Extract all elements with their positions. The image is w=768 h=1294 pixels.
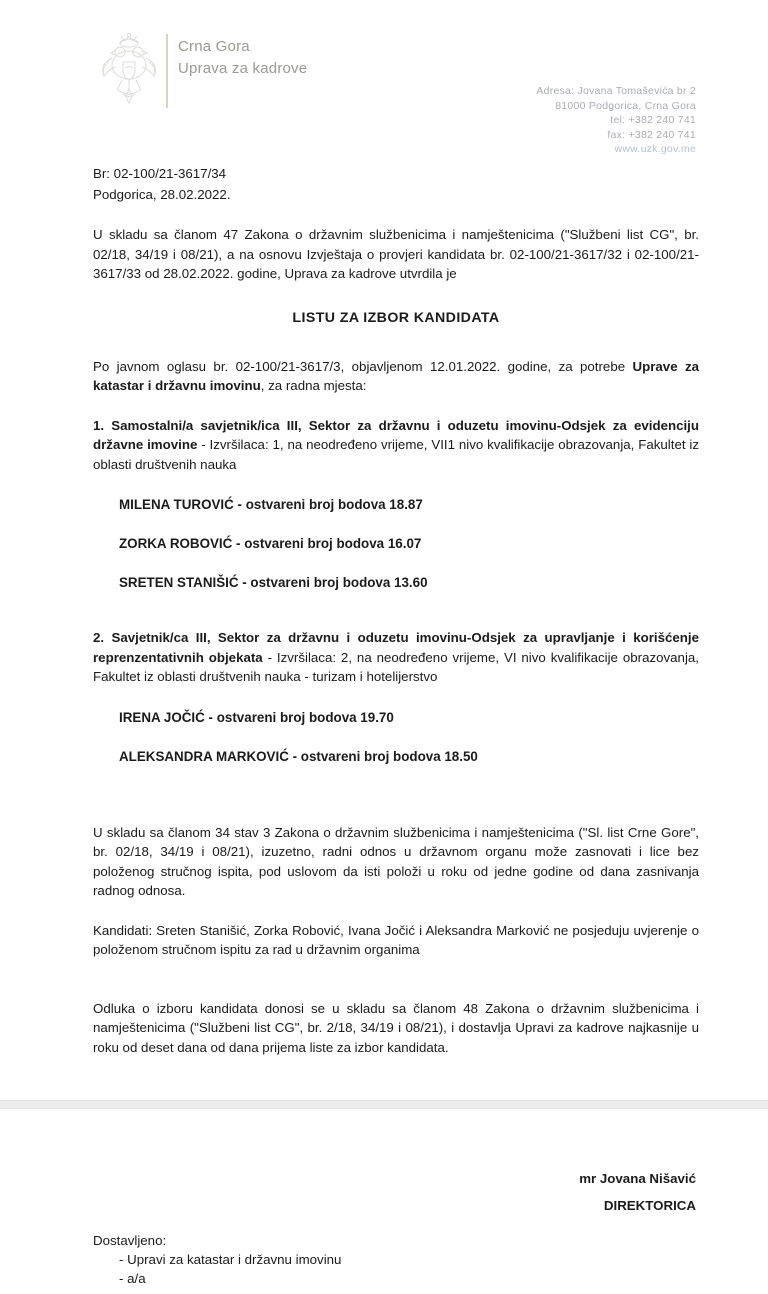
address-street: Adresa: Jovana Tomaševića br 2 bbox=[536, 85, 696, 97]
page-title: LISTU ZA IZBOR KANDIDATA bbox=[292, 309, 500, 326]
announcement-prefix: Po javnom oglasu br. 02-100/21-3617/3, objavljenom 12.01.2022. godine, za potrebe bbox=[93, 358, 633, 374]
letterhead-divider bbox=[166, 34, 168, 108]
reference-block bbox=[93, 163, 699, 205]
candidates-note-paragraph: Kandidati: Sreten Stanišić, Zorka Robović, Ivana Jočić i Aleksandra Marković ne posjeduju uvjerenje o položenom stručnom ispitu za rad u državnim organima bbox=[93, 922, 699, 957]
montenegro-coat-of-arms-icon bbox=[96, 32, 162, 110]
list-item: IRENA JOČIĆ - ostvareni broj bodova 19.70 bbox=[119, 709, 394, 725]
position-block bbox=[93, 416, 699, 593]
position-heading bbox=[93, 628, 699, 687]
address-website-link[interactable]: www.uzk.gov.me bbox=[614, 143, 696, 155]
delivery-items bbox=[93, 1250, 341, 1288]
position-block bbox=[93, 628, 699, 766]
decision-paragraph: Odluka o izboru kandidata donosi se u skladu sa članom 48 Zakona o državnim službenicima i namještenicima ("Službeni list CG", br. 2/18, 34/19 i 08/21), i dostavlja Upravi za kadrove najkasnije u roku od deset dana od dana prijema liste za izbor kandidata. bbox=[93, 1000, 699, 1055]
position-details: - Izvršilaca: 1, na neodređeno vrijeme, VII1 nivo kvalifikacije obrazovanja, Fakultet iz oblasti društvenih nauka bbox=[93, 437, 700, 472]
announcement-employer: Uprave za katastar i državnu imovinu bbox=[93, 358, 700, 393]
signature-block bbox=[579, 1165, 696, 1219]
announcement-paragraph bbox=[93, 357, 699, 396]
reference-number: Br: 02-100/21-3617/34 bbox=[93, 166, 227, 181]
position-title: Savjetnik/ca III, Sektor za državnu i oduzetu imovinu-Odsjek za upravljanje i korišćenje reprenzentativnih objekata bbox=[93, 630, 699, 665]
position-number: 2. bbox=[93, 630, 105, 645]
address-tel: tel: +382 240 741 bbox=[610, 114, 696, 126]
position-heading bbox=[93, 416, 699, 475]
position-title: Samostalni/a savjetnik/ica III, Sektor za državnu i oduzetu imovinu-Odsjek za evidenciju državne imovine bbox=[93, 417, 699, 452]
position-number: 1. bbox=[93, 417, 105, 433]
document-body bbox=[93, 163, 699, 1070]
letterhead-brand bbox=[178, 36, 307, 80]
note-paragraph: U skladu sa članom 34 stav 3 Zakona o državnim službenicima i namještenicima ("Sl. list Crne Gore", br. 02/18, 34/19 i 08/21), izuzetno, radni odnos u državnom organu može zasnovati i lice bez položenog stručnog ispita, pod uslovom da isti položi u roku od jedne godine od dana zasnivanja radnog odnosa. bbox=[93, 824, 699, 898]
intro-paragraph: U skladu sa članom 47 Zakona o državnim službenicima i namještenicima ("Službeni list CG", br. 02/18, 34/19 i 08/21), a na osnovu Izvještaja o provjeri kandidata br. 02-100/21-3617/32 i 02-100/21-3617/33 od 28.02.2022. godine, Uprava za kadrove utvrdila je bbox=[93, 227, 699, 281]
delivery-block bbox=[93, 1231, 341, 1288]
position-details: - Izvršilaca: 2, na neodređeno vrijeme, VI nivo kvalifikacije obrazovanja, Fakultet iz oblasti društvenih nauka - turizam i hotelijerstvo bbox=[93, 649, 699, 684]
delivery-heading: Dostavljeno: bbox=[93, 1233, 167, 1248]
signer-name: mr Jovana Nišavić bbox=[579, 1171, 696, 1186]
letterhead-country: Crna Gora bbox=[178, 38, 250, 55]
list-item: SRETEN STANIŠIĆ - ostvareni broj bodova 13.60 bbox=[119, 575, 428, 590]
list-item: MILENA TUROVIĆ - ostvareni broj bodova 18.87 bbox=[119, 497, 423, 512]
candidate-list bbox=[93, 708, 699, 766]
announcement-suffix: , za radna mjesta: bbox=[260, 378, 367, 393]
page-break-separator bbox=[0, 1100, 768, 1109]
candidate-list bbox=[93, 495, 699, 592]
place-and-date: Podgorica, 28.02.2022. bbox=[93, 187, 231, 202]
letterhead-institution: Uprava za kadrove bbox=[178, 60, 308, 77]
list-item: ZORKA ROBOVIĆ - ostvareni broj bodova 16.07 bbox=[119, 536, 422, 551]
list-item: - Upravi za katastar i državnu imovinu bbox=[119, 1252, 342, 1267]
list-item: ALEKSANDRA MARKOVIĆ - ostvareni broj bodova 18.50 bbox=[119, 748, 478, 764]
letterhead bbox=[96, 28, 696, 158]
signer-role: DIREKTORICA bbox=[603, 1198, 696, 1213]
list-item: - a/a bbox=[119, 1271, 146, 1286]
address-city: 81000 Podgorica, Crna Gora bbox=[555, 99, 696, 112]
letterhead-address-block bbox=[536, 84, 696, 157]
address-fax: fax: +382 240 741 bbox=[607, 128, 696, 141]
